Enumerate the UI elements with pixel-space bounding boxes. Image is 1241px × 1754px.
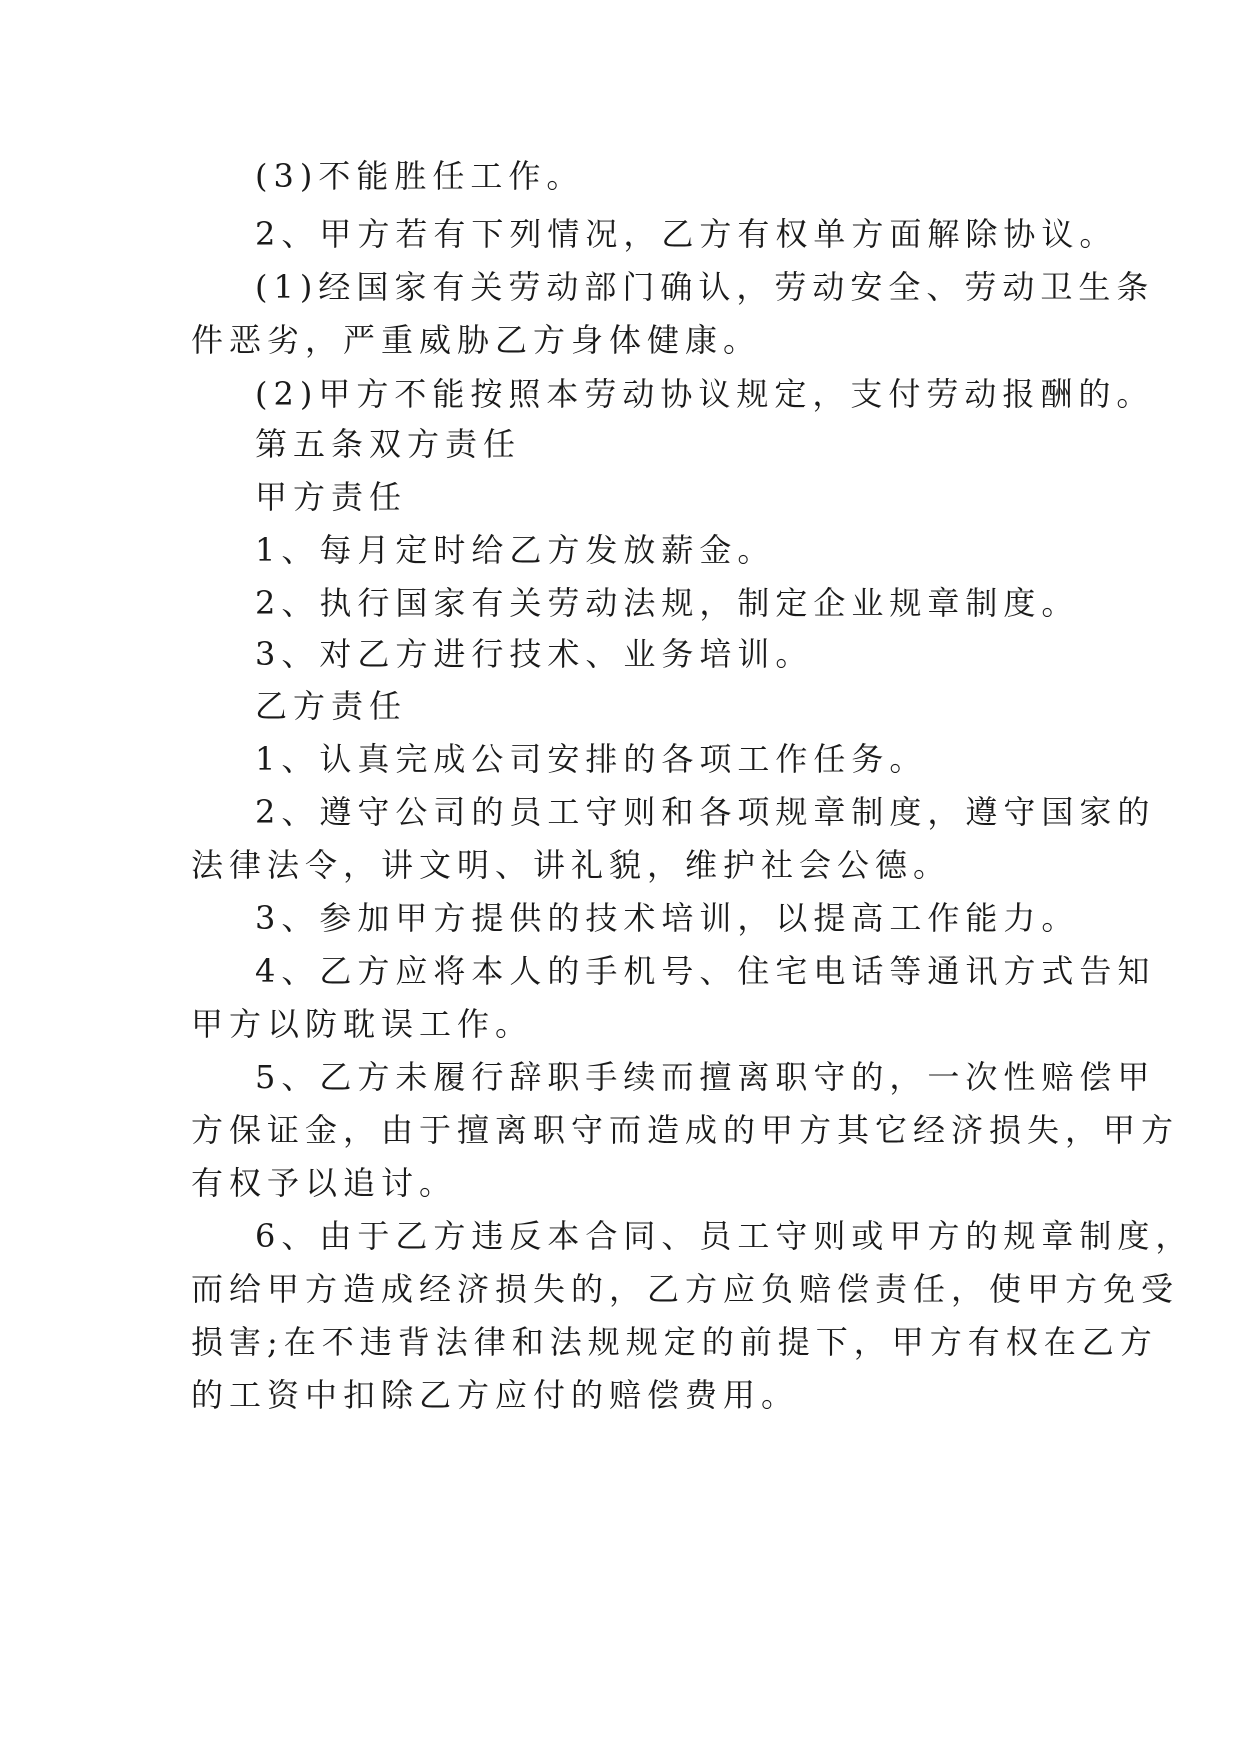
text-line: 的工资中扣除乙方应付的赔偿费用。 xyxy=(191,1376,800,1414)
text-line: 3、对乙方进行技术、业务培训。 xyxy=(255,635,814,673)
text-line: 甲方以防耽误工作。 xyxy=(191,1005,534,1043)
subsection-heading: 甲方责任 xyxy=(255,478,408,516)
text-line: 2、遵守公司的员工守则和各项规章制度，遵守国家的 xyxy=(255,793,1156,831)
text-line: 4、乙方应将本人的手机号、住宅电话等通讯方式告知 xyxy=(255,952,1156,990)
text-line: (2)甲方不能按照本劳动协议规定，支付劳动报酬的。 xyxy=(255,375,1155,413)
text-line: 法律法令，讲文明、讲礼貌，维护社会公德。 xyxy=(191,846,952,884)
text-line: 5、乙方未履行辞职手续而擅离职守的，一次性赔偿甲 xyxy=(255,1058,1156,1096)
text-line: 而给甲方造成经济损失的，乙方应负赔偿责任，使甲方免受 xyxy=(191,1270,1180,1308)
text-line: 2、执行国家有关劳动法规，制定企业规章制度。 xyxy=(255,584,1080,622)
text-line: 2、甲方若有下列情况，乙方有权单方面解除协议。 xyxy=(255,215,1118,253)
text-line: 1、认真完成公司安排的各项工作任务。 xyxy=(255,740,928,778)
text-line: (1)经国家有关劳动部门确认，劳动安全、劳动卫生条 xyxy=(255,268,1155,306)
text-line: (3)不能胜任工作。 xyxy=(255,157,585,195)
text-line: 损害;在不违背法律和法规规定的前提下，甲方有权在乙方 xyxy=(191,1323,1158,1361)
section-heading: 第五条双方责任 xyxy=(255,425,522,463)
text-line: 方保证金，由于擅离职守而造成的甲方其它经济损失，甲方 xyxy=(191,1111,1180,1149)
text-line: 1、每月定时给乙方发放薪金。 xyxy=(255,531,776,569)
text-line: 3、参加甲方提供的技术培训，以提高工作能力。 xyxy=(255,899,1080,937)
subsection-heading: 乙方责任 xyxy=(255,687,408,725)
text-line: 有权予以追讨。 xyxy=(191,1164,458,1202)
text-line: 6、由于乙方违反本合同、员工守则或甲方的规章制度， xyxy=(255,1217,1194,1255)
text-line: 件恶劣，严重威胁乙方身体健康。 xyxy=(191,321,762,359)
